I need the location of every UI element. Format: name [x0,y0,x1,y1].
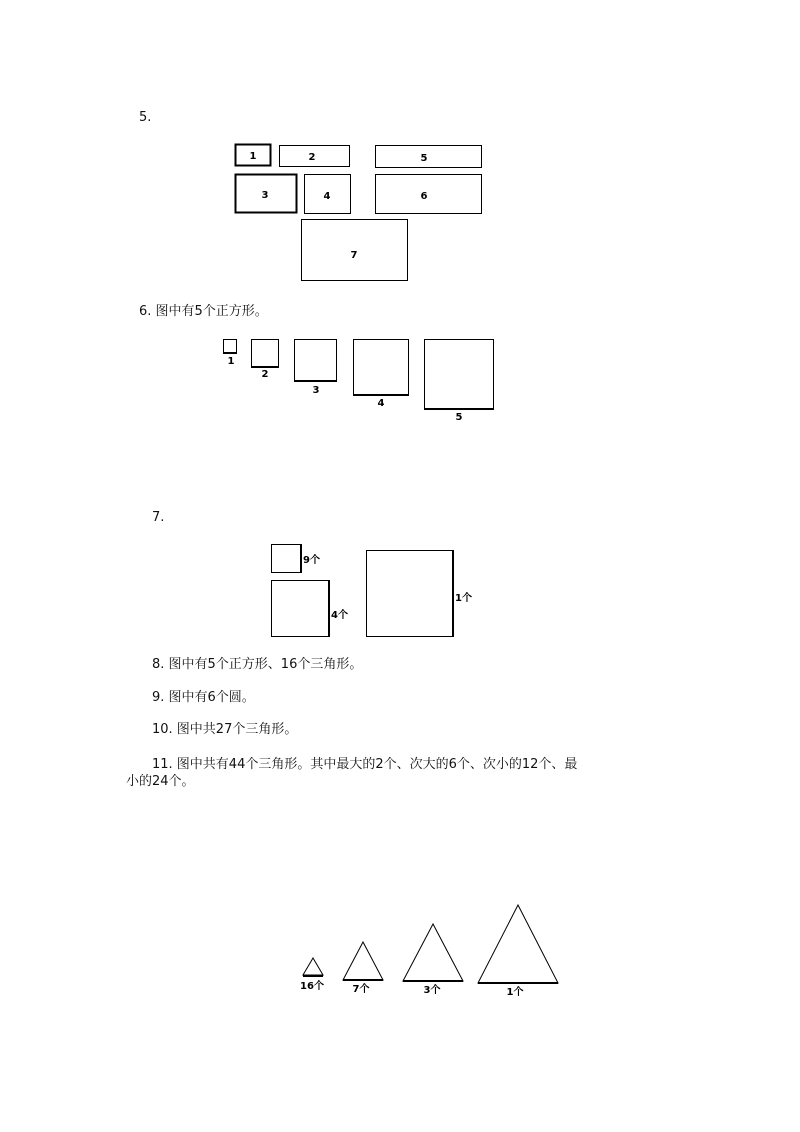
q5-label-3: 3 [261,190,269,201]
q5-number: 5. [139,110,152,125]
q8-text: 8. 图中有5个正方形、16个三角形。 [152,657,363,672]
q6-text: 6. 图中有5个正方形。 [139,304,268,319]
q11-line-2: 小的24个。 [126,774,195,789]
q6-label-5: 5 [455,412,463,423]
q5-label-2: 2 [308,152,316,163]
q6-square-4 [354,340,409,395]
q11-label-1: 1个 [506,987,524,998]
q7-square-medium [272,581,329,637]
q5-label-5: 5 [420,153,428,164]
q6-square-5 [425,340,494,409]
q11-figure [300,905,558,998]
q7-label-4: 4个 [331,610,348,621]
q11-label-7: 7个 [352,984,370,995]
q7-square-large [367,551,453,637]
q6-figure [223,340,494,424]
q5-rect-6 [376,175,482,214]
q5-figure [236,145,482,281]
q11-triangle-medium [343,942,383,980]
q6-label-4: 4 [377,398,385,409]
q5-rect-5 [376,146,482,168]
q7-label-1: 1个 [455,593,472,604]
q9-text: 9. 图中有6个圆。 [152,690,255,705]
q5-label-4: 4 [323,191,331,202]
q7-figure [272,544,472,637]
q11-label-3: 3个 [423,985,441,996]
q11-line-1: 11. 图中共有44个三角形。其中最大的2个、次大的6个、次小的12个、最 [152,757,578,772]
q5-label-1: 1 [249,151,257,162]
q6-label-1: 1 [227,356,235,367]
q6-label-3: 3 [312,385,320,396]
q5-label-7: 7 [350,250,358,261]
q7-square-small [272,545,301,573]
q11-triangle-small [303,958,323,975]
q6-square-1 [224,340,237,353]
q5-label-6: 6 [420,191,428,202]
q10-text: 10. 图中共27个三角形。 [152,722,298,737]
q7-label-9: 9个 [303,555,320,566]
q7-number: 7. [152,510,165,525]
q11-label-16: 16个 [300,981,324,992]
q11-triangle-large [403,924,463,981]
q6-square-2 [252,340,279,367]
q6-square-3 [295,340,337,381]
q6-label-2: 2 [261,369,269,380]
q11-triangle-largest [478,905,558,983]
